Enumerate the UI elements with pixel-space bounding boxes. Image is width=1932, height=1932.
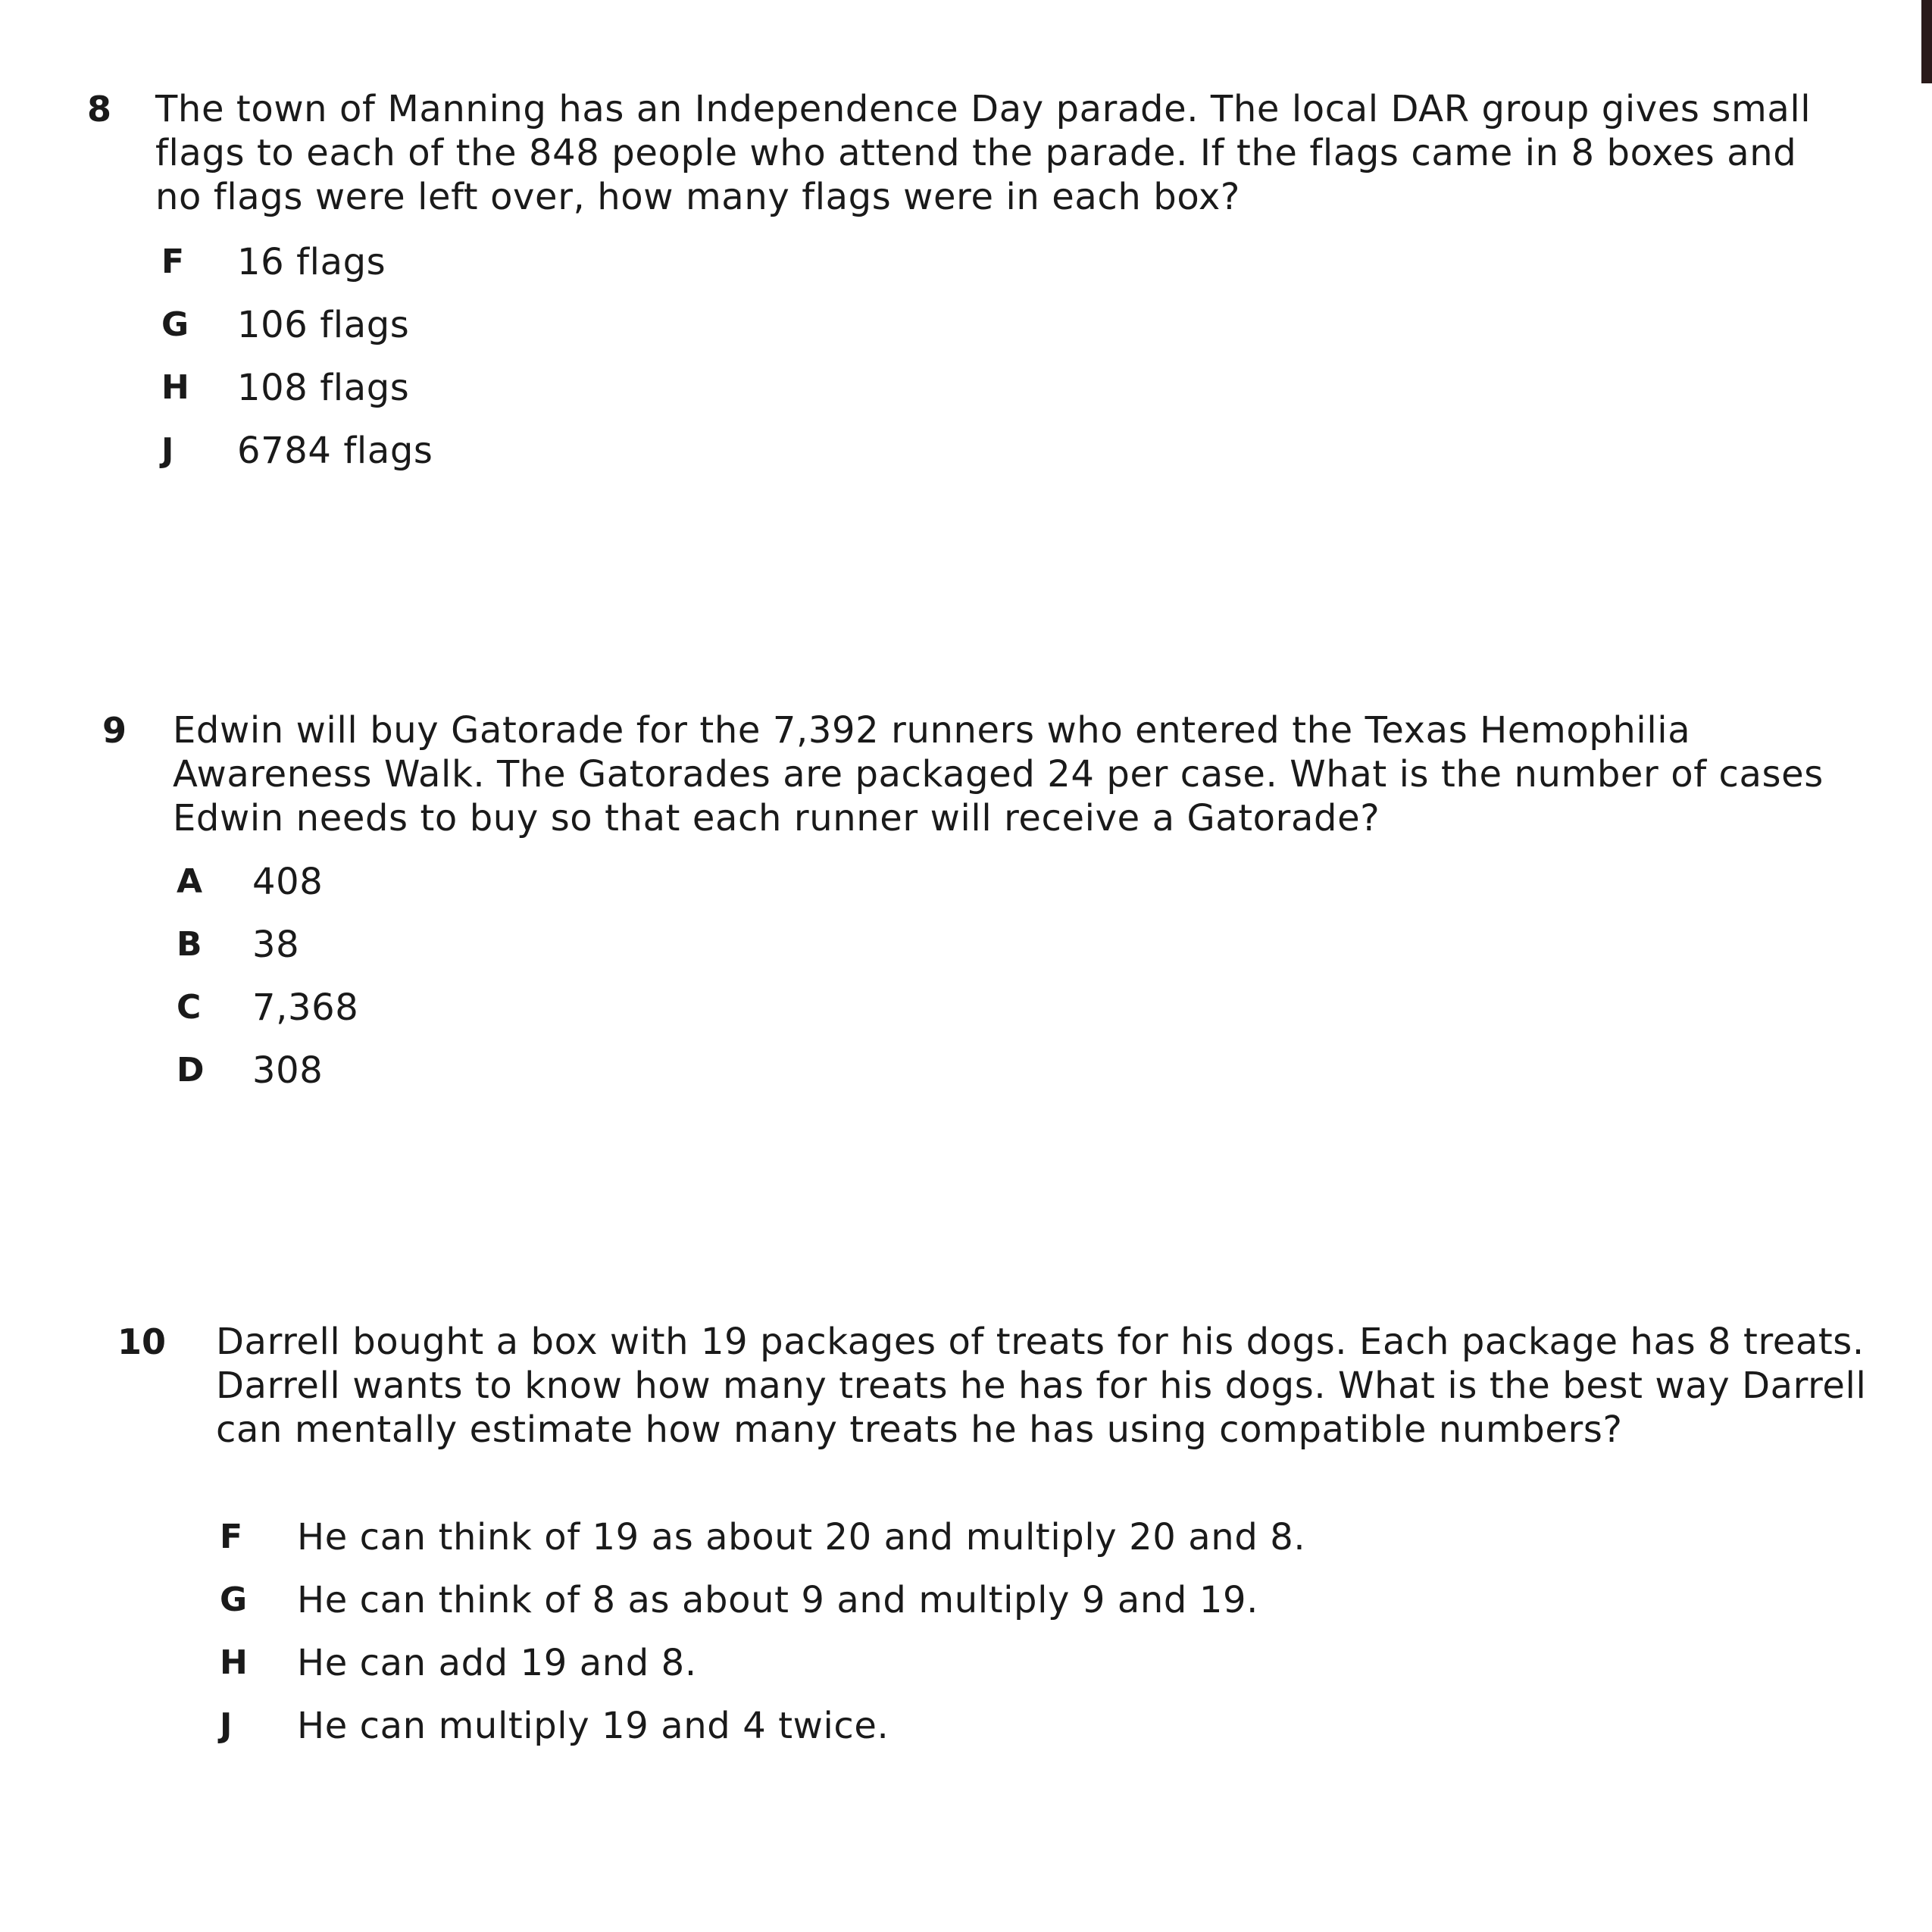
choice-letter: H [161, 368, 189, 407]
choice-text: 308 [252, 1049, 324, 1092]
scan-edge-mark [1921, 0, 1932, 83]
choice-text: He can multiply 19 and 4 twice. [297, 1705, 889, 1747]
choice-text: 38 [252, 924, 300, 966]
choice-letter: D [177, 1051, 205, 1089]
choice-text: He can think of 8 as about 9 and multiply 9 and 19. [297, 1579, 1258, 1621]
choice-letter: B [177, 925, 202, 964]
choice-letter: J [220, 1706, 233, 1745]
choice-letter: A [177, 862, 203, 901]
choice-text: 6784 flags [237, 430, 433, 472]
choice-letter: F [220, 1518, 243, 1556]
question-text: Edwin will buy Gatorade for the 7,392 runners who entered the Texas Hemophilia Awareness Walk. The Gatorades are packaged 24 per case. What is the number of cases Edwin needs to buy so that each runner will receive a Gatorade? [173, 709, 1824, 839]
choice-letter: H [220, 1643, 248, 1682]
choice-text: He can add 19 and 8. [297, 1642, 697, 1684]
question-text: The town of Manning has an Independence Day parade. The local DAR group gives small flags to each of the 848 people who attend the parade. If the flags came in 8 boxes and no flags were left over, how many flags were in each box? [155, 88, 1812, 218]
choice-text: 106 flags [237, 304, 410, 346]
choice-text: 108 flags [237, 367, 410, 409]
choice-letter: G [220, 1580, 248, 1619]
choice-letter: J [161, 431, 174, 470]
choice-letter: C [177, 988, 202, 1027]
choice-text: He can think of 19 as about 20 and multiply 20 and 8. [297, 1516, 1306, 1558]
choice-letter: F [161, 242, 185, 281]
question-number: 10 [117, 1321, 167, 1362]
question-number: 9 [102, 710, 127, 751]
choice-text: 408 [252, 861, 324, 903]
choice-text: 7,368 [252, 986, 359, 1029]
choice-text: 16 flags [237, 241, 386, 283]
choice-letter: G [161, 305, 189, 344]
question-number: 8 [87, 89, 112, 130]
question-text: Darrell bought a box with 19 packages of treats for his dogs. Each package has 8 treats. Darrell wants to know how many treats he has for his dogs. What is the best way Darrell can mentally estimate how many treats he has using compatible numbers? [216, 1321, 1867, 1451]
